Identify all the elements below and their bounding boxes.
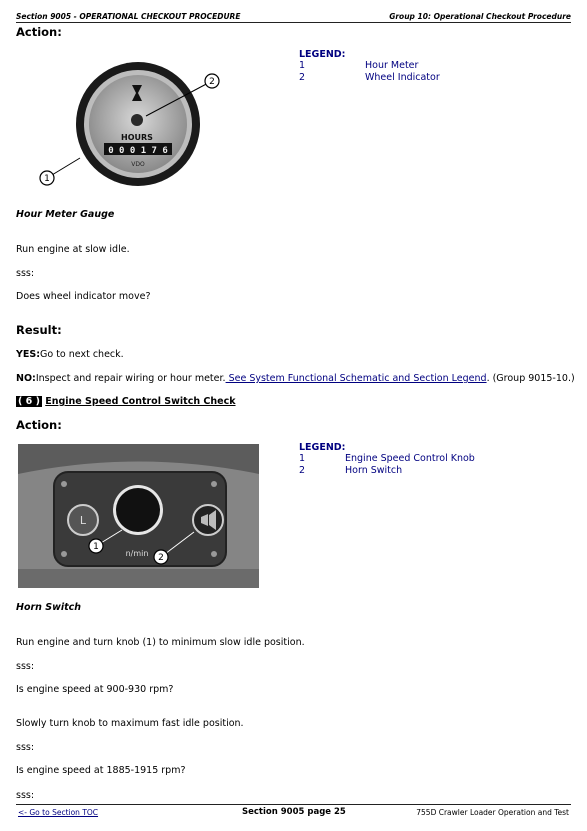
- rpm-label: n/min: [125, 549, 149, 558]
- legend-label: Horn Switch: [345, 465, 403, 476]
- legend-num: 1: [299, 60, 306, 71]
- legend-num: 2: [299, 465, 306, 476]
- instruction-line: Does wheel indicator move?: [16, 291, 151, 302]
- result-heading: Result:: [16, 323, 62, 337]
- yes-text: Go to next check.: [40, 349, 124, 360]
- callout-2-label: 2: [209, 77, 215, 87]
- control-panel-illustration: [18, 444, 259, 588]
- legend-label: Wheel Indicator: [365, 72, 440, 83]
- wheel-indicator-icon: [131, 114, 143, 126]
- legend-item: [299, 465, 519, 477]
- footer-rule: [16, 804, 571, 805]
- legend-title: LEGEND:: [299, 442, 346, 453]
- svg-text:L: L: [79, 514, 87, 527]
- hour-meter-illustration: [26, 40, 238, 196]
- callout-2-label: 2: [158, 553, 164, 563]
- legend-1: [299, 49, 499, 84]
- step-6-heading[interactable]: [16, 396, 236, 407]
- header-group-title: Group 10: Operational Checkout Procedure: [389, 12, 571, 21]
- legend-num: 1: [299, 453, 306, 464]
- legend-num: 2: [299, 72, 306, 83]
- hour-meter-figure: [26, 40, 238, 196]
- schematic-link[interactable]: See System Functional Schematic and Section Legend: [225, 373, 487, 384]
- document-title: 755D Crawler Loader Operation and Test: [416, 808, 569, 817]
- yes-label: YES:: [16, 349, 41, 360]
- legend-title: LEGEND:: [299, 49, 346, 60]
- instruction-line: Is engine speed at 1885-1915 rpm?: [16, 765, 186, 776]
- page-number: Section 9005 page 25: [242, 807, 346, 817]
- figure-caption-2: Horn Switch: [16, 602, 82, 613]
- figure-caption-1: Hour Meter Gauge: [16, 209, 115, 220]
- result-yes: [16, 349, 124, 360]
- instruction-line: Is engine speed at 900-930 rpm?: [16, 684, 174, 695]
- step-title: Engine Speed Control Switch Check: [45, 396, 236, 407]
- instruction-line: sss:: [16, 790, 35, 801]
- no-tail: . (Group 9015-10.): [486, 373, 575, 384]
- legend-item: [299, 453, 519, 465]
- legend-item: [299, 60, 499, 72]
- instruction-line: Run engine and turn knob (1) to minimum slow idle position.: [16, 637, 305, 648]
- callout-1-label: 1: [44, 174, 50, 184]
- legend-item: [299, 72, 499, 84]
- legend-label: Engine Speed Control Knob: [345, 453, 475, 464]
- no-label: NO:: [16, 373, 36, 384]
- no-text: Inspect and repair wiring or hour meter.: [35, 373, 226, 384]
- toc-link[interactable]: <- Go to Section TOC: [18, 808, 99, 817]
- gauge-hours-label: HOURS: [121, 133, 153, 142]
- instruction-line: sss:: [16, 661, 35, 672]
- legend-2: [299, 442, 519, 477]
- instruction-line: sss:: [16, 742, 35, 753]
- result-no: [16, 373, 575, 384]
- instruction-line: Run engine at slow idle.: [16, 244, 130, 255]
- action-heading-1: Action:: [16, 25, 62, 39]
- header-rule: [16, 22, 571, 23]
- instruction-line: sss:: [16, 268, 35, 279]
- instruction-line: Slowly turn knob to maximum fast idle position.: [16, 718, 244, 729]
- callout-1-label: 1: [93, 542, 99, 552]
- legend-label: Hour Meter: [365, 60, 419, 71]
- step-number-badge: ( 6 ): [18, 396, 40, 407]
- gauge-brand: VDO: [131, 161, 145, 168]
- header-section-title: Section 9005 - OPERATIONAL CHECKOUT PROCEDURE: [16, 12, 241, 21]
- odometer-digits: 0 0 0 1 7 6: [108, 146, 168, 156]
- control-panel-figure: [18, 444, 259, 588]
- engine-speed-knob: [116, 488, 160, 532]
- action-heading-2: Action:: [16, 418, 62, 432]
